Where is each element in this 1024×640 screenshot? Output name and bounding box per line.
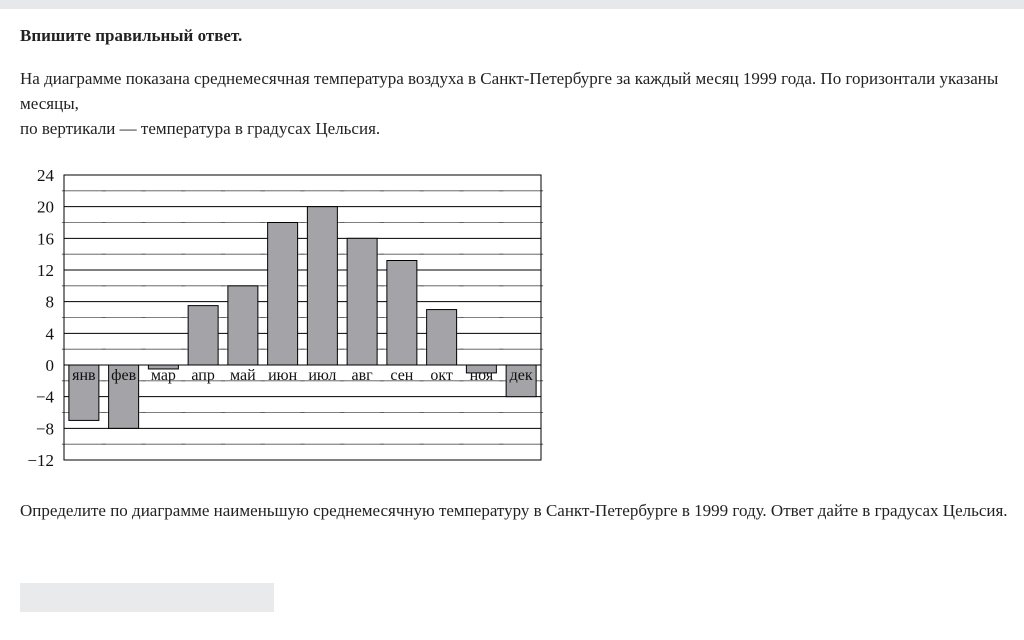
problem-description-line1: На диаграмме показана среднемесячная температура воздуха в Санкт-Петербурге за каждый месяц 1999 года. По горизонтали указаны месяцы, <box>20 69 999 113</box>
y-tick-label: −12 <box>27 451 54 470</box>
bar-сен <box>387 261 417 366</box>
x-tick-label-апр: апр <box>191 367 215 384</box>
problem-text <box>20 66 1010 141</box>
x-tick-label-авг: авг <box>351 367 373 384</box>
y-tick-label: 8 <box>45 292 54 312</box>
x-tick-label-июл: июл <box>308 367 337 384</box>
x-tick-label-мар: мар <box>150 367 176 384</box>
answer-input[interactable] <box>20 583 274 612</box>
x-tick-label-фев: фев <box>111 367 137 384</box>
bar-июл <box>307 207 337 365</box>
bar-май <box>228 286 258 365</box>
x-tick-label-дек: дек <box>509 367 533 384</box>
bar-окт <box>427 310 457 365</box>
bar-авг <box>347 238 377 365</box>
question-text: Определите по диаграмме наименьшую среднемесячную температуру в Санкт-Петербурге в 1999 году. Ответ дайте в градусах Цельсия. <box>20 501 1008 520</box>
y-tick-label: 0 <box>45 356 54 375</box>
x-tick-label-сен: сен <box>390 367 414 384</box>
temperature-bar-chart <box>20 160 550 470</box>
y-tick-label: 4 <box>45 324 54 344</box>
x-tick-label-окт: окт <box>430 367 453 384</box>
y-tick-label: −8 <box>35 419 54 439</box>
bar-апр <box>188 306 218 365</box>
y-tick-label: 24 <box>37 166 54 185</box>
x-tick-label-ноя: ноя <box>469 367 494 384</box>
x-tick-label-янв: янв <box>72 367 96 384</box>
x-tick-label-июн: июн <box>268 367 298 384</box>
y-tick-label: 16 <box>37 229 54 249</box>
y-tick-label: 12 <box>37 261 54 280</box>
bar-июн <box>268 223 298 366</box>
y-tick-label: −4 <box>35 387 54 407</box>
y-tick-label: 20 <box>37 197 54 217</box>
x-tick-label-май: май <box>230 367 256 384</box>
top-strip <box>0 0 1024 9</box>
task-instruction: Впишите правильный ответ. <box>20 26 243 45</box>
problem-description-line2: по вертикали — температура в градусах Цельсия. <box>20 119 381 138</box>
